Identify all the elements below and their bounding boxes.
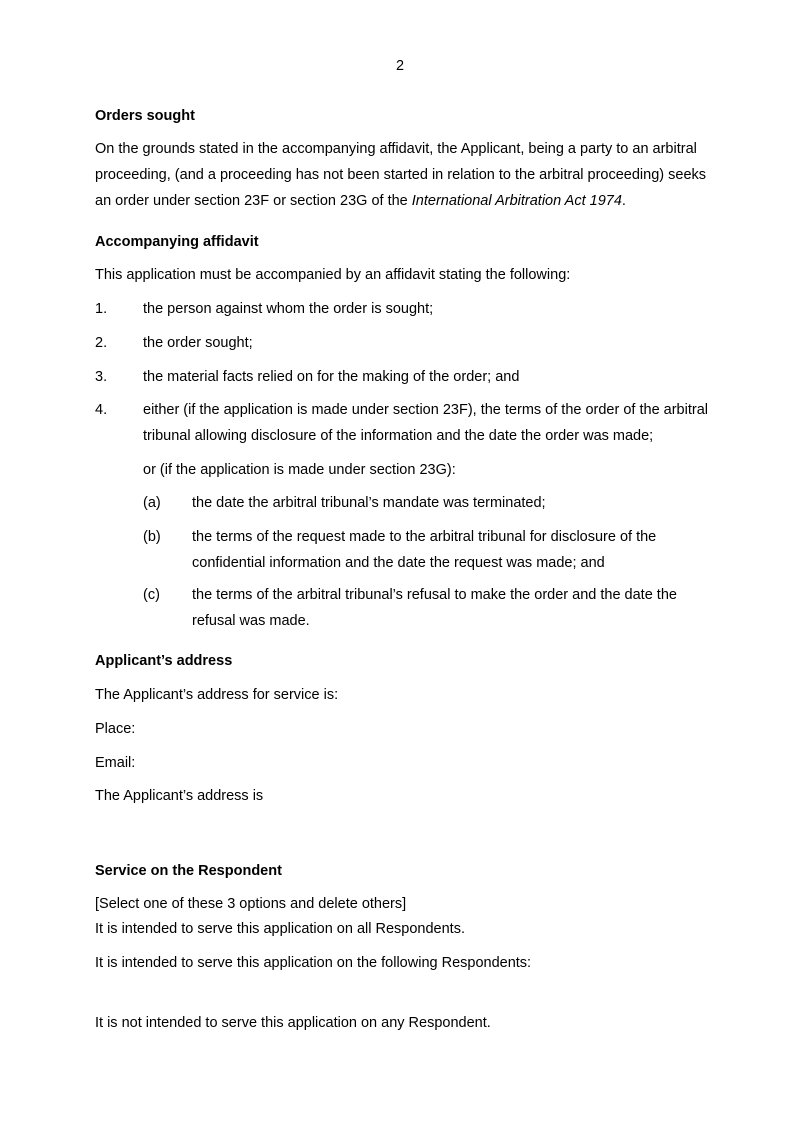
list-item-number: 2. — [95, 335, 108, 351]
act-title: International Arbitration Act 1974 — [411, 193, 622, 209]
list-item-number: 3. — [95, 369, 108, 385]
orders-text-post: . — [621, 193, 626, 209]
orders-text-line-2: proceeding, (and a proceeding has not been started in relation to the arbitral proceeding) seeks — [95, 167, 707, 183]
sub-item-text-line-1: the terms of the arbitral tribunal’s refusal to make the order and the date the — [192, 587, 677, 603]
sub-item-label: (c) — [143, 587, 160, 603]
sub-item-text-line-2: refusal was made. — [192, 613, 310, 629]
service-option-none: It is not intended to serve this application on any Respondent. — [95, 1015, 491, 1031]
orders-text-line-1: On the grounds stated in the accompanying affidavit, the Applicant, being a party to an arbitral — [95, 141, 697, 157]
orders-heading: Orders sought — [95, 108, 195, 124]
place-label: Place: — [95, 721, 136, 737]
list-item-text: the material facts relied on for the making of the order; and — [143, 369, 520, 385]
address-heading: Applicant’s address — [95, 653, 233, 669]
sub-item-text: the date the arbitral tribunal’s mandate was terminated; — [192, 495, 546, 511]
page-number: 2 — [395, 58, 405, 74]
service-instruction: [Select one of these 3 options and delete others] — [95, 896, 407, 912]
list-item-text-line-1: either (if the application is made under section 23F), the terms of the order of the arbitral — [143, 402, 708, 418]
list-item-text-line-2: tribunal allowing disclosure of the information and the date the order was made; — [143, 428, 654, 444]
orders-text-pre: an order under section 23F or section 23G of the — [95, 193, 412, 209]
address-service-line: The Applicant’s address for service is: — [95, 687, 339, 703]
email-label: Email: — [95, 755, 136, 771]
affidavit-intro: This application must be accompanied by an affidavit stating the following: — [95, 267, 571, 283]
sub-item-text-line-2: confidential information and the date the request was made; and — [192, 555, 605, 571]
sub-item-label: (b) — [143, 529, 161, 545]
sub-item-label: (a) — [143, 495, 161, 511]
orders-text-line-3 — [95, 188, 626, 214]
list-item-text: the order sought; — [143, 335, 253, 351]
applicant-address-line: The Applicant’s address is — [95, 788, 264, 804]
list-item-text: the person against whom the order is sought; — [143, 301, 434, 317]
service-option-all: It is intended to serve this application on all Respondents. — [95, 921, 465, 937]
list-item-number: 4. — [95, 402, 108, 418]
list-item-number: 1. — [95, 301, 108, 317]
service-option-following: It is intended to serve this application on the following Respondents: — [95, 955, 532, 971]
or-line: or (if the application is made under section 23G): — [143, 462, 456, 478]
sub-item-text-line-1: the terms of the request made to the arbitral tribunal for disclosure of the — [192, 529, 657, 545]
service-heading: Service on the Respondent — [95, 863, 282, 879]
affidavit-heading: Accompanying affidavit — [95, 234, 259, 250]
